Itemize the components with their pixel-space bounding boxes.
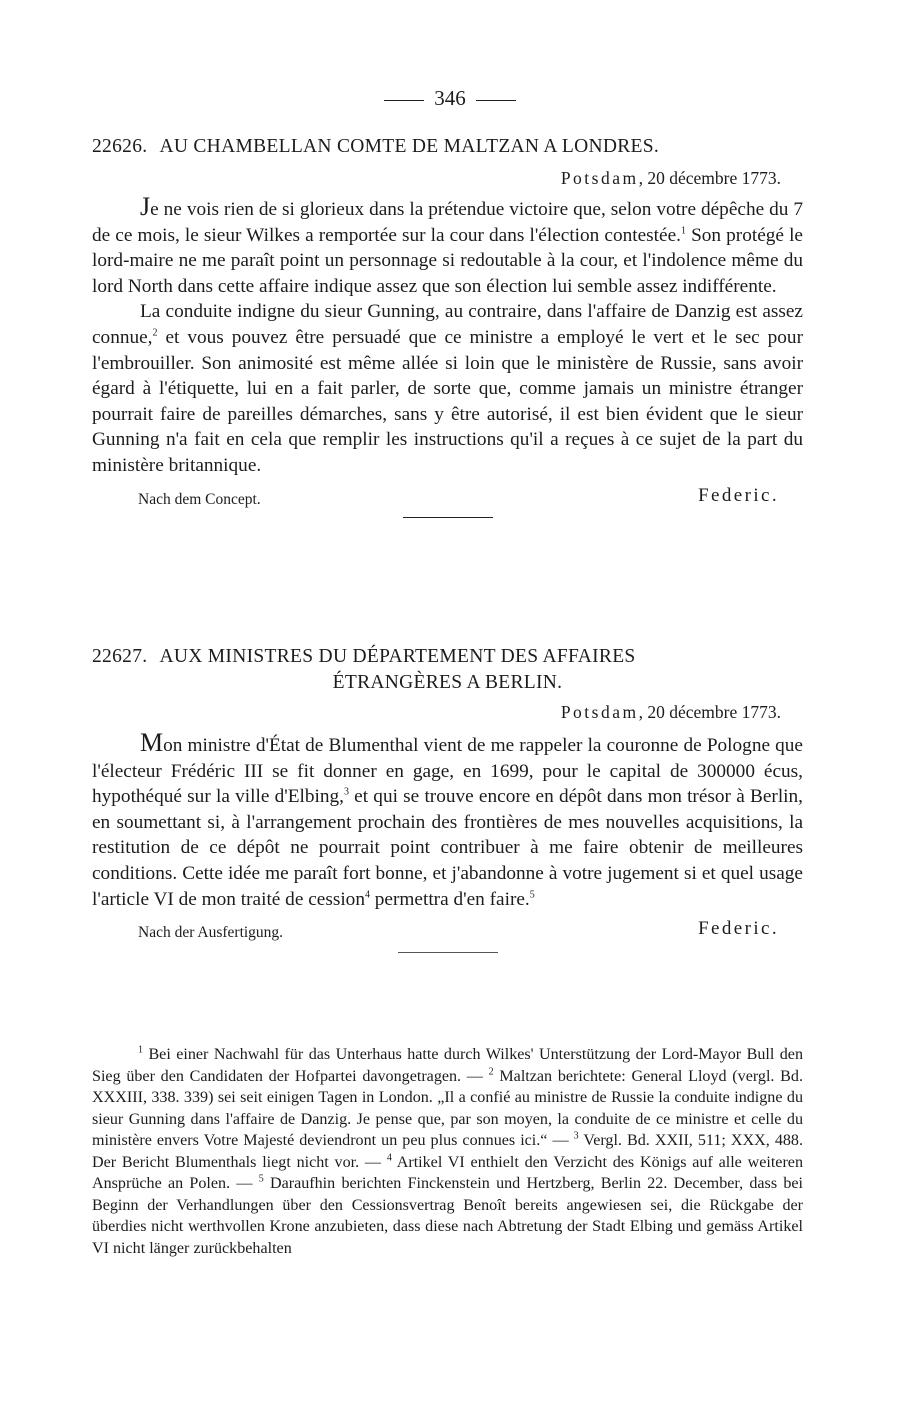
signature: Federic. [698, 484, 779, 506]
footnote-3: Vergl. Bd. XXII, 511; XXX, 488. Der Bericht Blumenthals liegt nicht vor. — [92, 1132, 803, 1171]
signature: Federic. [698, 918, 779, 940]
letter-title-line1: AUX MINISTRES DU DÉPARTEMENT DES AFFAIRES [159, 646, 636, 667]
paragraph [92, 194, 803, 299]
footnote-ref: 5 [529, 889, 535, 901]
paragraph-text: Je ne vois rien de si glorieux dans la prétendue victoire que, selon votre dépêche du 7 de ce mois, le sieur Wilkes a remportée sur la cour dans l'élection contestée. [92, 192, 803, 246]
footnote-ref: 3 [343, 786, 349, 798]
footnote-4: Artikel VI enthielt den Verzicht des Königs auf alle weiteren Ansprüche an Polen. — [92, 1153, 803, 1192]
letter-dateline [92, 700, 803, 724]
header-dash-right [476, 100, 516, 101]
letter-place: Potsdam [560, 702, 639, 722]
letter-date: , 20 décembre 1773. [638, 702, 781, 722]
letter-22626 [92, 134, 803, 518]
section-divider [403, 517, 493, 518]
paragraph-text: La conduite indigne du sieur Gunning, au contraire, dans l'affaire de Danzig est assez connue, [92, 301, 803, 348]
footnote-marker: 1 [138, 1044, 143, 1056]
footnote-marker: 2 [488, 1066, 494, 1078]
paragraph-text: Son protégé le lord-maire ne me paraît point un personnage si redoutable à la cour, et l'indolence même du lord North dans cette affaire indique assez que son élection lui semble assez indifférente. [92, 224, 803, 297]
footnote-ref: 4 [364, 889, 370, 901]
footnote-ref: 2 [152, 327, 158, 339]
page-header [0, 86, 900, 111]
letter-heading [92, 134, 803, 160]
footnote-2: Maltzan berichtete: General Lloyd (vergl. Bd. XXXIII, 338. 339) sei seit einigen Tagen in London. „Il a confié au ministre de Russie la conduite indigne du sieur Gunning dans l'affaire de Danzig. Je pense que, par son moyen, la conduite de ce ministre et celle du ministère envers Votre Majesté deviendront un peu plus connues ici.“ — [92, 1067, 803, 1149]
letter-number: 22627. [92, 646, 148, 667]
paragraph [92, 730, 803, 912]
source-note: Nach der Ausfertigung. [138, 924, 284, 942]
footnote-marker: 4 [386, 1152, 392, 1164]
paragraph-text: et vous pouvez être persuadé que ce ministre a employé le vert et le sec pour l'embrouiller. Son animosité est même allée si loin que le ministère de Russie, sans avoir égard à l'étiquette, lui en a fait parler, de sorte que, comme jamais un ministre étranger pourrait faire de pareilles démarches, sans y être autorisé, il est bien évident que le sieur Gunning n'a fait en cela que remplir les instructions qu'il a reçues à ce sujet de la part du ministère britannique. [92, 326, 803, 476]
paragraph-text: et qui se trouve encore en dépôt dans mon trésor à Berlin, en soumettant si, à l'arrangement prochain des frontières de mes nouvelles acquisitions, la restitution de ce dépôt ne pourrait point contribuer à me faire obtenir de meilleures conditions. Cette idée me paraît fort bonne, et j'abandonne à votre jugement si et quel usage l'article VI de mon traité de cession [92, 786, 803, 910]
page-number: 346 [434, 86, 466, 110]
letter-dateline [92, 166, 803, 190]
letter-title: AU CHAMBELLAN COMTE DE MALTZAN A LONDRES. [159, 136, 660, 157]
paragraph [92, 299, 803, 478]
letter-date: , 20 décembre 1773. [638, 168, 781, 188]
paragraph-text: Mon ministre d'État de Blumenthal vient de me rappeler la couronne de Pologne que l'électeur Frédéric III se fit donner en gage, en 1699, pour le capital de 300000 écus, hypothéqué sur la ville d'Elbing, [92, 728, 803, 808]
signature-line [92, 485, 803, 509]
letter-body [92, 730, 803, 912]
letter-heading [92, 644, 803, 670]
footnote-1: Bei einer Nachwahl für das Unterhaus hatte durch Wilkes' Unterstützung der Lord-Mayor Bull den Sieg über den Candidaten der Hofpartei davongetragen. — [92, 1046, 803, 1085]
footnote-marker: 5 [258, 1173, 264, 1185]
section-divider [398, 952, 498, 953]
footnote-marker: 3 [573, 1130, 579, 1142]
source-note: Nach dem Concept. [138, 490, 261, 508]
signature-line [92, 918, 803, 942]
letter-title-line2: ÉTRANGÈRES A BERLIN. [332, 672, 563, 693]
footnotes-text [92, 1044, 803, 1259]
footnotes [92, 1044, 803, 1259]
letter-number: 22626. [92, 136, 148, 157]
footnote-ref: 1 [680, 225, 686, 237]
letter-22627 [92, 644, 803, 953]
header-dash-left [384, 100, 424, 101]
paragraph-text: permettra d'en faire. [369, 888, 530, 910]
letter-place: Potsdam [560, 168, 639, 188]
footnote-5: Daraufhin berichten Finckenstein und Hertzberg, Berlin 22. December, dass bei Beginn der Verhandlungen über den Cessionsvertrag Benoît bereits angewiesen sei, die Rückgabe der überdies nicht werthvollen Krone anzubieten, dass diese nach Abtretung der Stadt Elbing und gemäss Artikel VI nicht länger zurückbehalten [92, 1175, 803, 1257]
letter-body [92, 194, 803, 479]
